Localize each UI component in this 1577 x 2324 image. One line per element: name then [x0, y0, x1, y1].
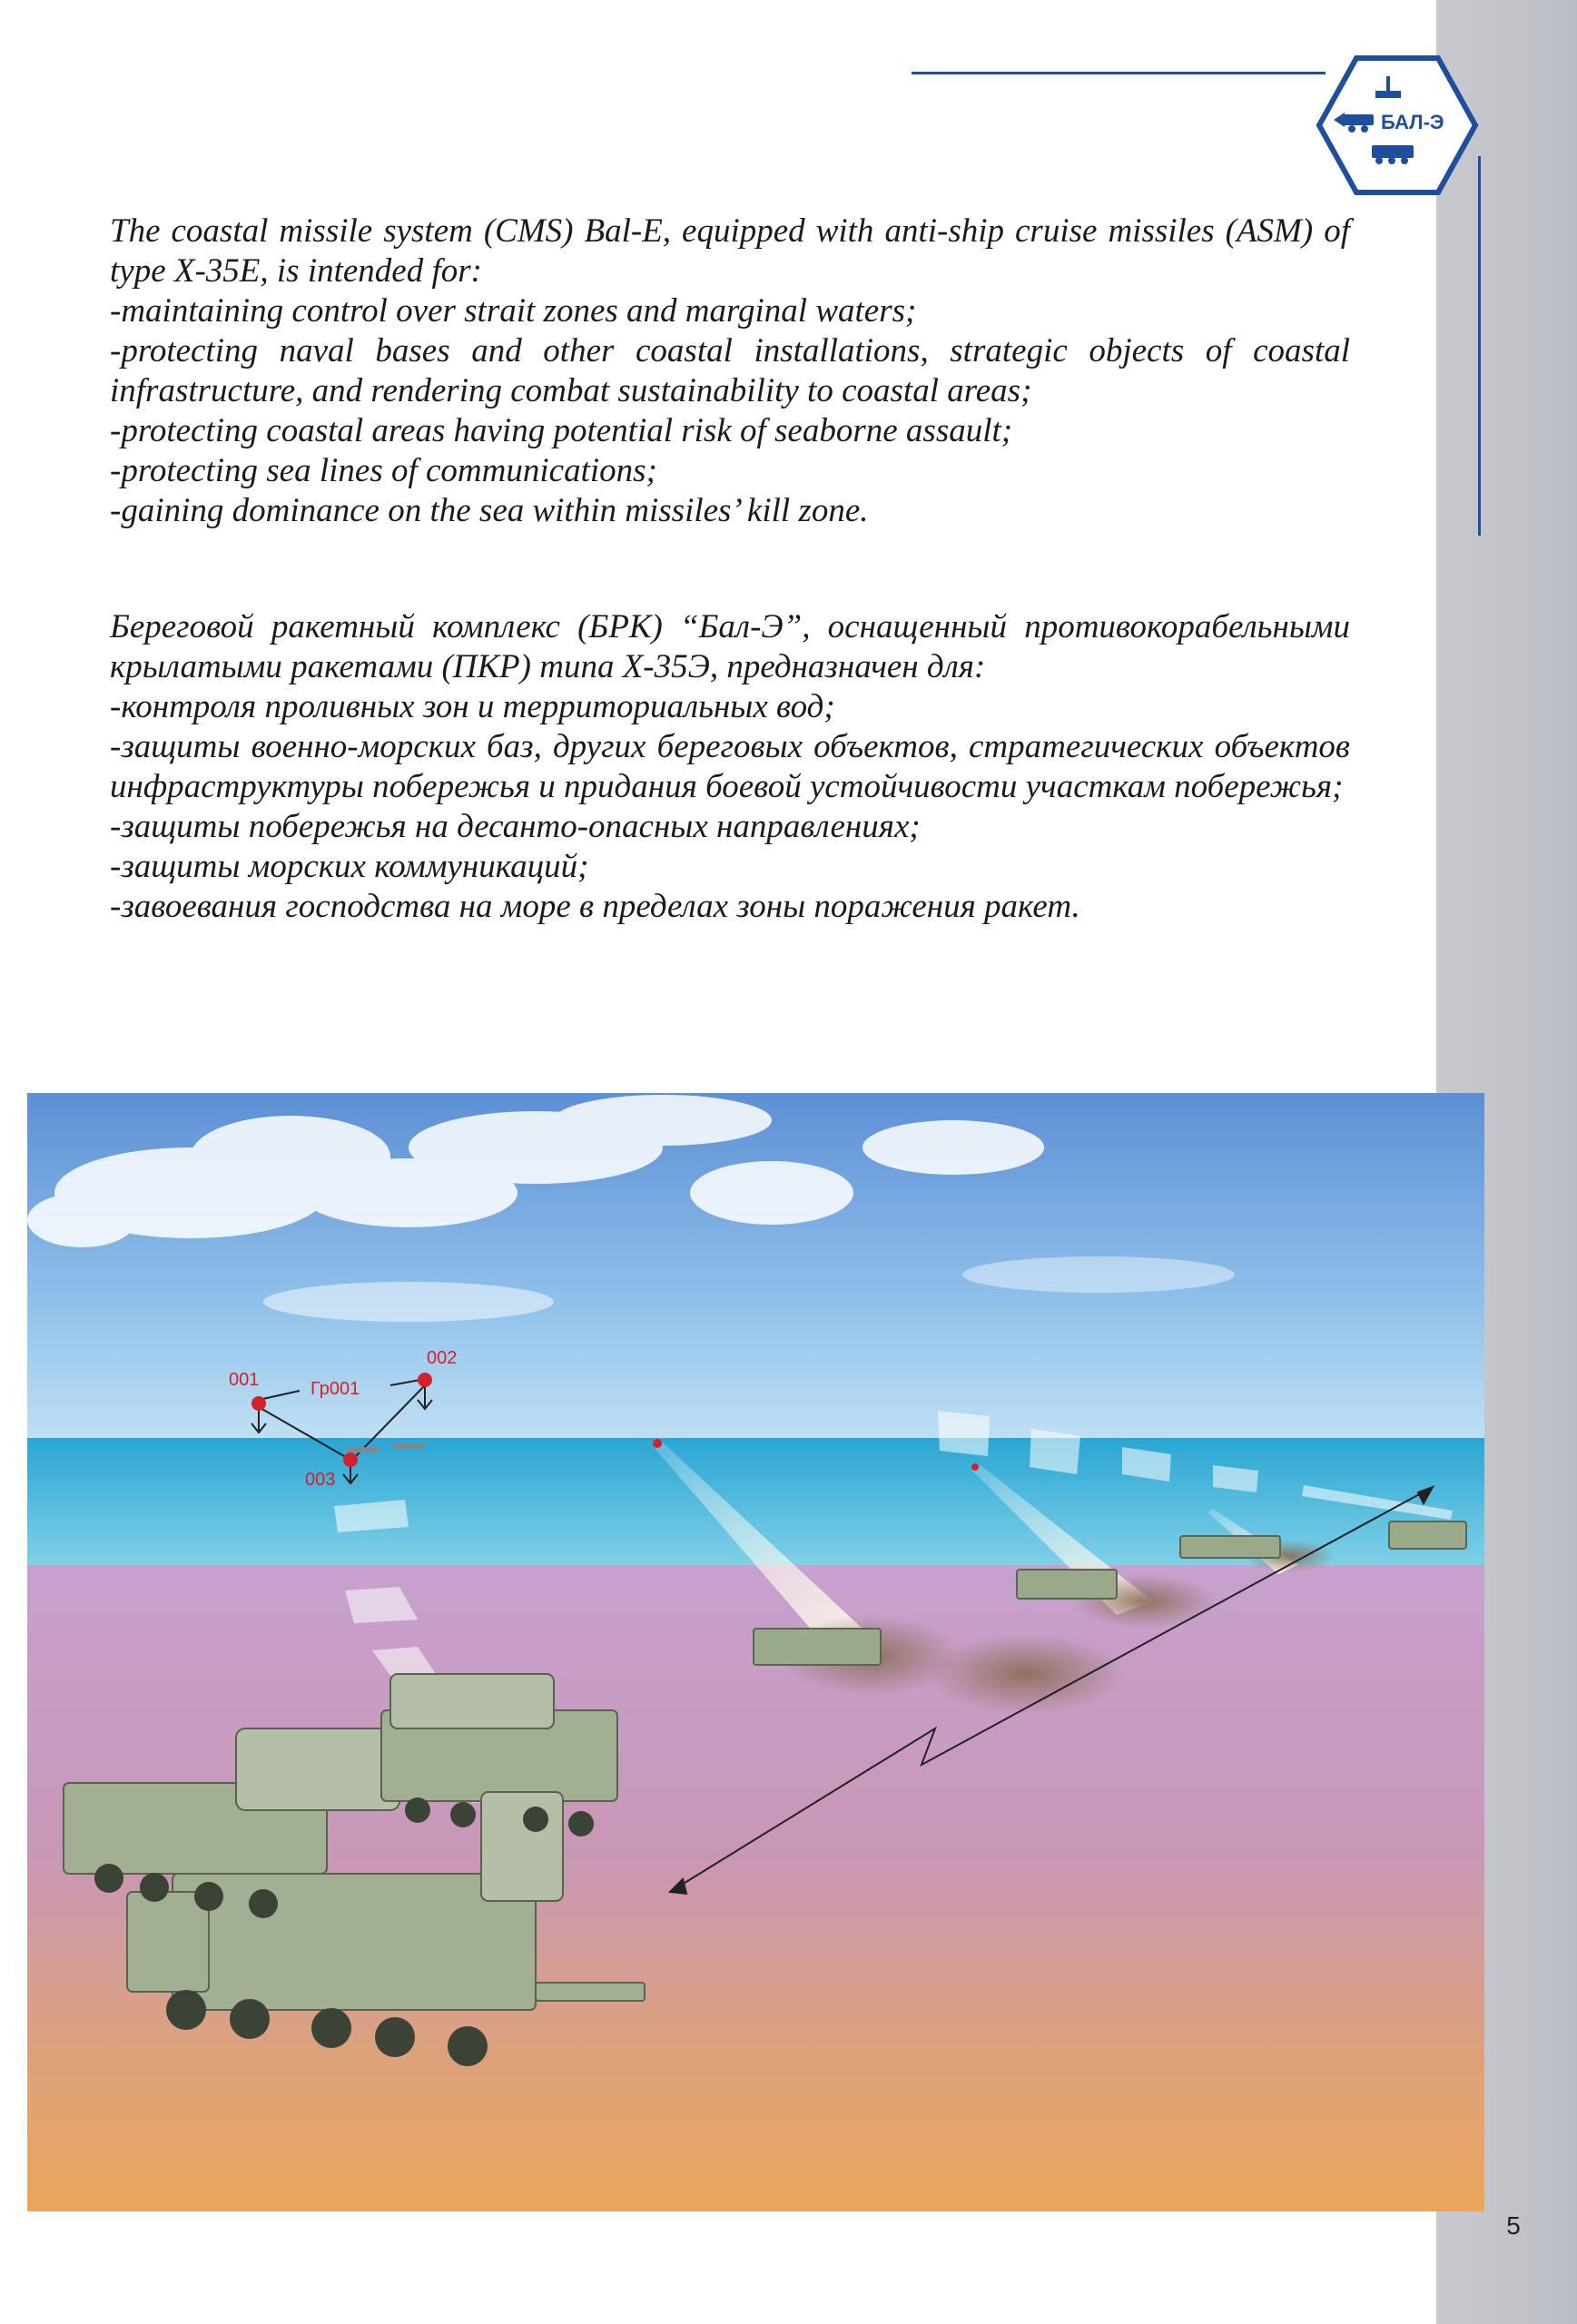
bal-e-logo-graphic — [1316, 54, 1479, 196]
target-label-002: 002 — [427, 1348, 458, 1368]
english-item: -protecting sea lines of communications; — [110, 452, 657, 489]
russian-item: -защиты побережья на десанто-опасных направлениях; — [110, 808, 921, 845]
target-marker-003 — [343, 1452, 358, 1467]
russian-item: -защиты военно-морских баз, других береговых объектов, стратегических объектов инфраструктуры побережья и придания боевой устойчивости участкам побережья; — [110, 728, 1350, 805]
target-label-003: 003 — [305, 1470, 336, 1490]
header-rule — [912, 72, 1326, 74]
english-description — [110, 212, 1350, 531]
russian-item: -защиты морских коммуникаций; — [110, 848, 589, 885]
page-number: 5 — [1506, 2211, 1521, 2240]
illustration-canvas — [27, 1093, 1484, 2211]
sidebar-accent-rule — [1478, 156, 1481, 536]
target-group-label: Гр001 — [310, 1379, 360, 1399]
target-marker-002 — [418, 1373, 432, 1387]
russian-description — [110, 607, 1350, 927]
logo-text: БАЛ-Э — [1381, 111, 1444, 133]
russian-intro: Береговой ракетный комплекс (БРК) “Бал-Э”, оснащенный противокорабельными крылатыми ракетами (ПКР) типа Х-35Э, предназначен для: — [110, 608, 1350, 685]
bal-e-logo — [1316, 54, 1479, 196]
target-marker-001 — [251, 1396, 266, 1411]
russian-item: -завоевания господства на море в пределах зоны поражения ракет. — [110, 888, 1080, 925]
target-label-001: 001 — [229, 1370, 260, 1390]
english-intro: The coastal missile system (CMS) Bal-E, equipped with anti-ship cruise missiles (ASM) of type X-35E, is intended for: — [110, 212, 1350, 290]
coastal-launch-illustration — [27, 1093, 1484, 2211]
english-item: -protecting coastal areas having potential risk of seaborne assault; — [110, 412, 1013, 449]
english-item: -protecting naval bases and other coastal installations, strategic objects of coastal infrastructure, and rendering combat sustainability to coastal areas; — [110, 332, 1350, 409]
english-item: -maintaining control over strait zones and marginal waters; — [110, 292, 917, 330]
russian-item: -контроля проливных зон и территориальных вод; — [110, 688, 835, 725]
english-item: -gaining dominance on the sea within missiles’ kill zone. — [110, 492, 869, 529]
